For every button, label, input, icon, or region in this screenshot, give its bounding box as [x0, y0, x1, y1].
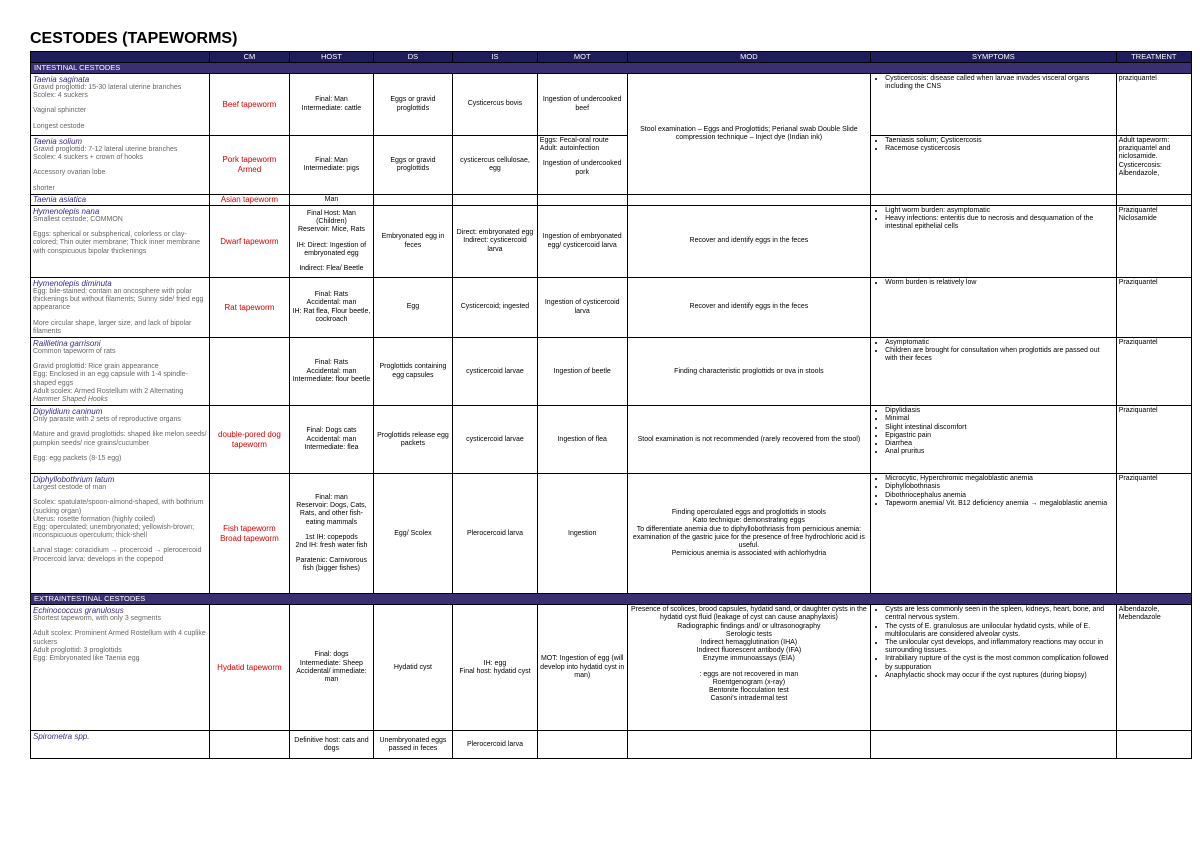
host-line: Final: dogs: [314, 651, 349, 659]
symptom-item: • The unilocular cyst develops, and inflammatory reactions may occur in surrounding tissues.: [885, 639, 1114, 655]
species-detail: Largest cestode of man: [33, 484, 107, 492]
header-row: [31, 52, 1192, 63]
symptoms-cell: [871, 731, 1117, 759]
is-line: Indirect: cysticercoid larva: [463, 237, 527, 253]
mod-cell: [627, 474, 870, 594]
mot-cell: Ingestion of undercooked beef: [537, 74, 627, 136]
species-name: Taenia asiatica: [33, 194, 87, 204]
ds-cell: Eggs or gravid proglottids: [373, 74, 452, 136]
species-detail: Accessory ovarian lobe: [33, 169, 106, 177]
species-cell: [31, 74, 210, 136]
header-is: IS: [453, 52, 538, 63]
header-cm: CM: [209, 52, 289, 63]
ds-cell: [373, 194, 452, 205]
species-detail: Procercoid larva: develops in the copepod: [33, 555, 164, 563]
species-cell: [31, 605, 210, 731]
mod-line: : eggs are not recovered in man: [699, 670, 799, 678]
ds-cell: Proglottids release egg packets: [373, 406, 452, 474]
host-line: 1st IH: copepods: [305, 533, 358, 541]
common-name: Hydatid tapeworm: [209, 605, 289, 731]
mod-cell: Stool examination is not recommended (rarely recovered from the stool): [627, 406, 870, 474]
mot-line: Adult: autoinfection: [539, 145, 600, 153]
host-line: IH: Rat flea, Flour beetle, cockroach: [292, 307, 371, 323]
symptom-item: • Epigastric pain: [885, 432, 1114, 440]
ds-cell: Egg/ Scolex: [373, 474, 452, 594]
symptom-item: • Intrabiliary rupture of the cyst is the most common complication followed by suppuration: [885, 655, 1114, 671]
host-cell: [290, 474, 374, 594]
symptoms-cell: [871, 406, 1117, 474]
symptom-item: • Asymptomatic: [885, 339, 1114, 347]
host-cell: [290, 136, 374, 195]
species-name: Raillietina garrisoni: [33, 339, 101, 349]
host-line: Final: man: [315, 493, 348, 501]
symptom-item: • Tapeworm anemia/ Vit. B12 deficiency anemia → megaloblastic anemia: [885, 500, 1114, 508]
host-cell: [290, 74, 374, 136]
symptom-item: • Microcytic, Hyperchromic megaloblastic anemia: [885, 475, 1114, 483]
ds-cell: Hydatid cyst: [373, 605, 452, 731]
mod-line: To differentiate anemia due to diphyllobothriasis from pernicious anemia: examination of the gastric juice for the presence of free hydrochloric acid is useful.: [632, 525, 865, 549]
is-cell: [453, 206, 538, 278]
species-detail: Egg: egg packets (8-15 egg): [33, 454, 122, 462]
is-cell: Cysticercoid; ingested: [453, 278, 538, 338]
treatment-cell: praziquantel: [1116, 74, 1191, 136]
table-row: [31, 605, 1192, 731]
symptoms-cell: [871, 474, 1117, 594]
symptoms-cell: [871, 206, 1117, 278]
ds-cell: Proglottids containing egg capsules: [373, 338, 452, 406]
species-detail: Adult scolex: Prominent Armed Rostellum with 4 cuplike suckers: [33, 630, 206, 646]
common-name: Dwarf tapeworm: [209, 206, 289, 278]
host-line: Reservoir: Dogs, Cats, Rats, and other fish-eating mammals: [296, 502, 367, 526]
symptom-item: • Racemose cysticercosis: [885, 145, 1114, 153]
symptom-item: • Taeniasis solium; Cysticercosis: [885, 137, 1114, 145]
species-cell: [31, 406, 210, 474]
mod-line: Radiographic findings and/ or ultrasonography: [677, 622, 821, 630]
treatment-cell: [1116, 194, 1191, 205]
mod-cell: Finding characteristic proglottids or ova in stools: [627, 338, 870, 406]
is-line: Final host: hydatid cyst: [459, 667, 531, 675]
section-row: [31, 63, 1192, 74]
species-detail: Mature and gravid proglottids: shaped like melon seeds/ pumpkin seeds/ rice grains/cucumber: [33, 431, 207, 447]
species-detail: Smallest cestode; COMMON: [33, 216, 123, 224]
is-cell: [453, 605, 538, 731]
species-name: Spirometra spp.: [33, 732, 90, 742]
header-treatment: TREATMENT: [1116, 52, 1191, 63]
treatment-line: Adult tapeworm: praziquantel and niclosamide.: [1118, 137, 1171, 161]
host-line: Intermediate: flour beetle: [292, 375, 371, 383]
treatment-cell: [1116, 136, 1191, 195]
host-line: Accidental/ immediate: man: [296, 667, 367, 683]
host-cell: [290, 406, 374, 474]
symptoms-cell: [871, 605, 1117, 731]
mod-line: Serologic tests: [725, 630, 772, 638]
ds-cell: Unembryonated eggs passed in feces: [373, 731, 452, 759]
symptom-item: • Anal pruritus: [885, 448, 1114, 456]
host-line: Final Host: Man (Children): [306, 209, 356, 226]
section-intestinal: INTESTINAL CESTODES: [31, 63, 1192, 74]
is-cell: cysticercus cellulosae, egg: [453, 136, 538, 195]
species-name: Echinococcus granulosus: [33, 606, 124, 616]
header-symptoms: SYMPTOMS: [871, 52, 1117, 63]
mod-line: Enzyme immunoassays (EIA): [702, 655, 795, 663]
species-detail: Shortest tapeworm, with only 3 segments: [33, 615, 162, 623]
mod-cell: [627, 731, 870, 759]
species-detail: Egg: Embryonated like Taenia egg: [33, 655, 140, 663]
species-detail: Longest cestode: [33, 122, 85, 130]
header-mot: MOT: [537, 52, 627, 63]
species-detail: shorter: [33, 184, 55, 192]
treatment-cell: Praziquantel: [1116, 474, 1191, 594]
table-row: [31, 474, 1192, 594]
host-line: Indirect: Flea/ Beetle: [299, 264, 364, 272]
host-cell: Man: [290, 194, 374, 205]
is-cell: Cysticercus bovis: [453, 74, 538, 136]
species-detail: Adult scolex: Armed Rostellum with 2 Alternating: [33, 387, 184, 395]
symptom-item: • Light worm burden: asymptomatic: [885, 207, 1114, 215]
symptom-item: • Heavy infections: enteritis due to necrosis and desquamation of the intestinal epithelial cells: [885, 215, 1114, 231]
host-line: Paratenic: Carnivorous fish (bigger fishes): [295, 557, 368, 573]
is-cell: cysticercoid larvae: [453, 338, 538, 406]
symptom-item: • Dibothriocephalus anemia: [885, 492, 1114, 500]
treatment-cell: [1116, 731, 1191, 759]
mod-line: Indirect fluorescent antibody (IFA): [696, 647, 802, 655]
common-name: Rat tapeworm: [209, 278, 289, 338]
symptom-item: • Diphyllobothriasis: [885, 483, 1114, 491]
mot-line: Eggs: Fecal-oral route: [539, 137, 609, 144]
mod-line: Casoni's intradermal test: [710, 695, 788, 703]
host-line: Final: Man: [315, 156, 348, 164]
symptom-item: • Worm burden is relatively low: [885, 279, 1114, 287]
mot-cell: Ingestion of beetle: [537, 338, 627, 406]
species-cell: [31, 474, 210, 594]
species-detail: Common tapeworm of rats: [33, 348, 116, 356]
is-cell: Plerocercoid larva: [453, 731, 538, 759]
species-detail: Egg: bile-stained: contain an oncosphere with polar thickenings but without filaments; Sunny side/ fried egg appearance: [33, 288, 204, 312]
species-cell: [31, 731, 210, 759]
host-line: Intermediate: flea: [304, 443, 359, 451]
host-line: Intermediate: cattle: [301, 104, 362, 112]
host-line: Final: Rats: [314, 359, 349, 367]
host-cell: [290, 338, 374, 406]
host-line: Accidental: man: [306, 435, 357, 443]
table-row: [31, 338, 1192, 406]
host-cell: Definitive host: cats and dogs: [290, 731, 374, 759]
treatment-line: Cysticercosis: Albendazole,: [1118, 161, 1162, 177]
symptoms-cell: [871, 74, 1117, 136]
host-line: Reservoir: Mice, Rats: [297, 226, 365, 234]
mot-cell: Ingestion of flea: [537, 406, 627, 474]
species-detail: More circular shape, larger size, and lack of bipolar filaments: [33, 319, 192, 335]
table-row: [31, 278, 1192, 338]
mot-cell: Ingestion of cysticercoid larva: [537, 278, 627, 338]
species-detail: Scolex: 4 suckers: [33, 92, 88, 100]
species-cell: [31, 136, 210, 195]
treatment-cell: Praziquantel: [1116, 406, 1191, 474]
treatment-cell: Praziquantel: [1116, 338, 1191, 406]
is-cell: Plerocercoid larva: [453, 474, 538, 594]
species-detail: Gravid proglottid: 7-12 lateral uterine branches: [33, 146, 178, 153]
host-line: Accidental: man: [306, 367, 357, 375]
section-row: [31, 594, 1192, 605]
species-detail: Egg: Enclosed in an egg capsule with 1-4 spindle-shaped eggs: [33, 371, 188, 387]
table-row: [31, 731, 1192, 759]
host-cell: [290, 278, 374, 338]
host-line: Intermediate: Sheep: [299, 659, 363, 667]
symptoms-cell: [871, 136, 1117, 195]
species-name: Diphyllobothrium latum: [33, 475, 115, 485]
symptom-item: • Cysts are less commonly seen in the spleen, kidneys, heart, bone, and central nervous system.: [885, 606, 1114, 622]
symptom-item: • Minimal: [885, 415, 1114, 423]
species-detail: Scolex: spatulate/spoon-almond-shaped, with bothrium (sucking organ): [33, 499, 204, 515]
table-row: [31, 136, 1192, 195]
symptoms-cell: [871, 278, 1117, 338]
mod-cell: [627, 194, 870, 205]
common-name: double-pored dog tapeworm: [209, 406, 289, 474]
host-cell: [290, 605, 374, 731]
page-title: CESTODES (TAPEWORMS): [30, 30, 238, 47]
is-line: IH: egg: [483, 659, 507, 667]
species-name: Taenia saginata: [33, 75, 90, 84]
species-detail: Gravid proglottid: Rice grain appearance: [33, 363, 159, 371]
mod-line: Pernicious anemia is associated with achlorhydria: [671, 550, 827, 558]
ds-cell: Eggs or gravid proglottids: [373, 136, 452, 195]
section-extraintestinal: EXTRAINTESTINAL CESTODES: [31, 594, 1192, 605]
symptom-item: • Diarrhea: [885, 440, 1114, 448]
mot-cell: Ingestion: [537, 474, 627, 594]
mot-cell: [537, 136, 627, 195]
symptom-item: • Anaphylactic shock may occur if the cyst ruptures (during biopsy): [885, 672, 1114, 680]
cestodes-table: [30, 51, 1192, 759]
host-line: Intermediate: pigs: [303, 164, 360, 172]
species-cell: [31, 206, 210, 278]
species-detail: Larval stage: coracidium → procercoid → plerocercoid: [33, 547, 202, 555]
mot-cell: MOT: Ingestion of egg (will develop into hydatid cyst in man): [537, 605, 627, 731]
ds-cell: Egg: [373, 278, 452, 338]
mod-cell: Recover and identify eggs in the feces: [627, 278, 870, 338]
host-line: IH: Direct: Ingestion of embryonated egg: [296, 241, 367, 257]
symptoms-cell: [871, 338, 1117, 406]
table-row: [31, 206, 1192, 278]
mod-line: Indirect hemagglutination (IHA): [700, 639, 798, 647]
species-cell: [31, 338, 210, 406]
treatment-cell: [1116, 206, 1191, 278]
species-detail: Only parasite with 2 sets of reproductive organs: [33, 416, 181, 424]
species-detail: Scolex: 4 suckers + crown of hooks: [33, 154, 143, 162]
common-name: Beef tapeworm: [209, 74, 289, 136]
common-name: [209, 338, 289, 406]
is-line: Direct: embryonated egg: [456, 229, 534, 237]
treatment-line: Albendazole,: [1118, 606, 1160, 614]
is-cell: cysticercoid larvae: [453, 406, 538, 474]
header-mod: MOD: [627, 52, 870, 63]
host-line: Final: Rats: [314, 291, 349, 299]
mot-cell: [537, 194, 627, 205]
species-detail: Adult proglottid: 3 proglottids: [33, 646, 122, 654]
symptom-item: • Children are brought for consultation when proglottids are passed out with their feces: [885, 347, 1114, 363]
species-name: Taenia solium: [33, 137, 83, 146]
mod-line: Kato technique: demonstrating eggs: [692, 517, 805, 525]
symptom-item: • Dipylidiasis: [885, 407, 1114, 415]
mot-line: Ingestion of undercooked pork: [542, 160, 622, 176]
mod-line: Roentgenogram (x-ray): [712, 678, 786, 686]
host-line: 2nd IH: fresh water fish: [295, 541, 368, 549]
species-detail: Eggs: spherical or subspherical, colorless or clay-colored; Thin outer membrane; Thick inner membrane with conspicuous bipolar thickenings: [33, 231, 201, 255]
table-row: [31, 406, 1192, 474]
species-cell: [31, 278, 210, 338]
treatment-cell: [1116, 605, 1191, 731]
is-cell: [453, 194, 538, 205]
symptom-item: • Slight intestinal discomfort: [885, 424, 1114, 432]
host-cell: [290, 206, 374, 278]
mod-line: Bentonite flocculation test: [708, 687, 789, 695]
species-detail: Vaginal sphincter: [33, 107, 87, 115]
header-name: [31, 52, 210, 63]
host-line: Accidental: man: [306, 299, 357, 307]
common-name: [209, 731, 289, 759]
ds-cell: Embryonated egg in feces: [373, 206, 452, 278]
table-row: [31, 74, 1192, 136]
treatment-line: Praziquantel: [1118, 207, 1158, 215]
host-line: Final: Man: [315, 96, 348, 104]
header-host: HOST: [290, 52, 374, 63]
symptom-item: • Cysticercosis: disease called when larvae invades visceral organs including the CNS: [885, 75, 1114, 91]
mod-line: Presence of scolices, brood capsules, hydatid sand, or daughter cysts in the hydatid cyst fluid (leakage of cyst can cause anaphylaxis): [630, 606, 867, 622]
treatment-cell: Praziquantel: [1116, 278, 1191, 338]
mot-cell: Ingestion of embryonated egg/ cysticercoid larva: [537, 206, 627, 278]
mod-cell: Recover and identify eggs in the feces: [627, 206, 870, 278]
species-detail: Uterus: rosette formation (highly coiled): [33, 515, 156, 523]
treatment-line: Mebendazole: [1118, 614, 1161, 622]
header-ds: DS: [373, 52, 452, 63]
mod-cell: [627, 605, 870, 731]
species-cell: [31, 194, 210, 205]
mot-cell: [537, 731, 627, 759]
species-detail: Hammer Shaped Hooks: [33, 396, 108, 404]
species-name: Hymenolepis diminuta: [33, 279, 112, 289]
species-name: Dipylidium caninum: [33, 407, 103, 417]
common-name: Pork tapeworm Armed: [209, 136, 289, 195]
common-name: Fish tapeworm Broad tapeworm: [209, 474, 289, 594]
common-name: Asian tapeworm: [209, 194, 289, 205]
mod-cell: Stool examination – Eggs and Proglottids; Perianal swab Double Slide compression technique – Inject dye (Indian ink): [627, 74, 870, 195]
table-row: [31, 194, 1192, 205]
species-name: Hymenolepis nana: [33, 207, 100, 217]
treatment-line: Niclosamide: [1118, 215, 1157, 223]
species-detail: Egg: operculated; unembryonated; yellowish-brown; inconspicuous operculum; thick-shell: [33, 524, 195, 540]
symptoms-cell: [871, 194, 1117, 205]
host-line: Final: Dogs cats: [306, 427, 357, 435]
mod-line: Finding operculated eggs and proglottids in stools: [671, 509, 826, 517]
symptom-item: • The cysts of E. granulosus are unilocular hydatid cysts, while of E. multilocularis are considered alveolar cysts.: [885, 623, 1114, 639]
species-detail: Gravid proglottid: 15-30 lateral uterine branches: [33, 84, 182, 91]
